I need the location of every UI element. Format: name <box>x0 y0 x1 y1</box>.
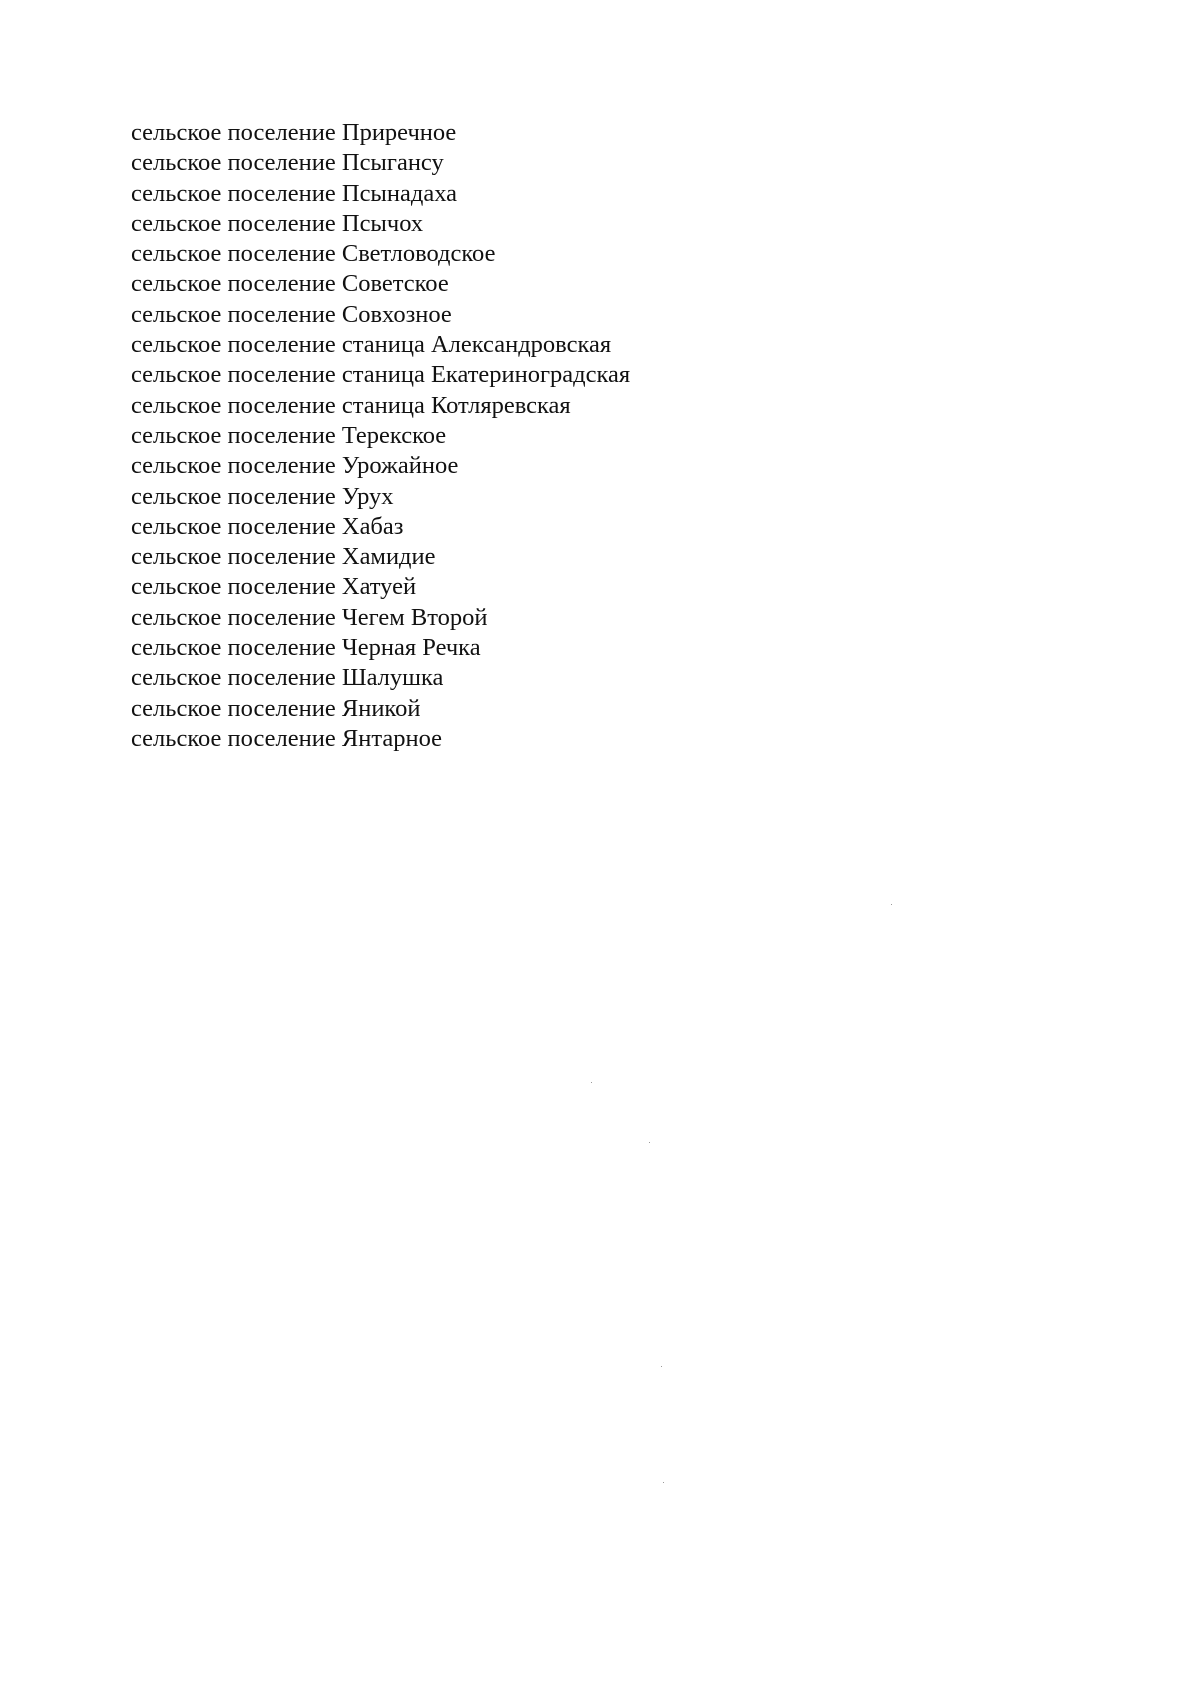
list-item: сельское поселение Черная Речка <box>131 634 481 662</box>
list-item: сельское поселение станица Котляревская <box>131 391 571 419</box>
list-item: сельское поселение Псынадаха <box>131 179 458 207</box>
list-item: сельское поселение Псыгансу <box>131 149 444 177</box>
list-item: сельское поселение Совхозное <box>131 300 452 328</box>
scan-speck <box>649 1142 650 1143</box>
list-item: сельское поселение Терекское <box>131 421 447 449</box>
list-item: сельское поселение Хатуей <box>131 573 417 601</box>
list-item: сельское поселение Урожайное <box>131 452 459 480</box>
list-item: сельское поселение Светловодское <box>131 240 496 268</box>
scan-speck <box>663 1482 664 1483</box>
list-item: сельское поселение станица Екатериноградская <box>131 361 631 389</box>
list-item: сельское поселение Хабаз <box>131 512 404 540</box>
list-item: сельское поселение Шалушка <box>131 664 444 692</box>
scan-speck <box>591 1082 592 1083</box>
list-item: сельское поселение Приречное <box>131 119 457 146</box>
list-item: сельское поселение Хамидие <box>131 543 436 571</box>
list-item: сельское поселение станица Александровская <box>131 331 612 359</box>
list-item: сельское поселение Советское <box>131 270 449 298</box>
list-item: сельское поселение Псычох <box>131 209 424 237</box>
list-item: сельское поселение Яникой <box>131 694 421 722</box>
scan-speck <box>661 1366 662 1367</box>
list-item: сельское поселение Янтарное <box>131 724 442 752</box>
list-item: сельское поселение Урух <box>131 482 394 510</box>
list-item: сельское поселение Чегем Второй <box>131 603 488 631</box>
scan-speck <box>891 904 892 905</box>
settlement-list <box>131 118 630 754</box>
